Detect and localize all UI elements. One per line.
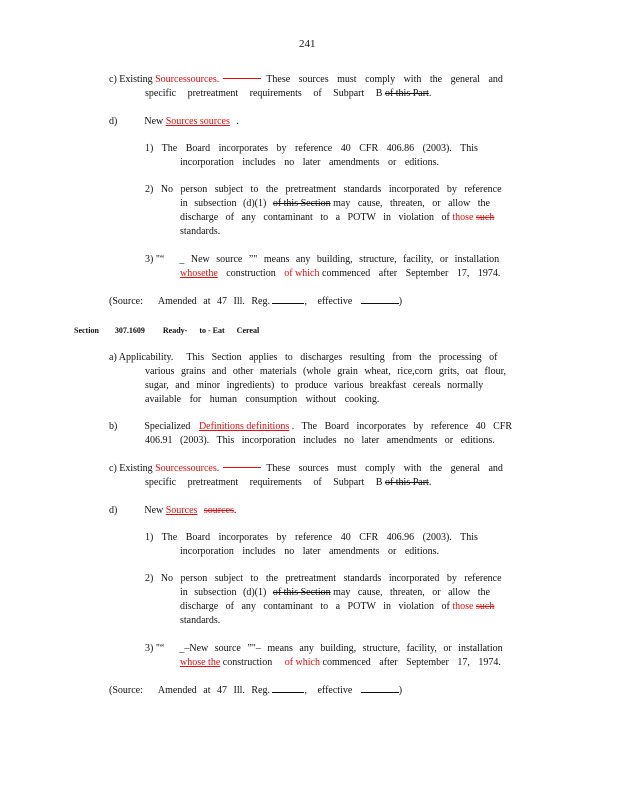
clause-c-existing-2-line2: specific pretreatment requirements of Subpart B of this Part.: [145, 477, 432, 488]
clause-d2-1: 2) No person subject to the pretreatment standards incorporated by reference: [145, 184, 502, 195]
clause-d1-1-line2: incorporation includes no later amendments or editions.: [180, 157, 439, 168]
clause-d2-1-line4: standards.: [180, 226, 221, 237]
clause-d3-2: 3) "“ _–New source ”"– means any building, structure, facility, or installation: [145, 643, 503, 654]
clause-d-new-2: d) New Sources sources.: [109, 505, 237, 516]
clause-c-existing-2: c) Existing Sourcessources. These sources must comply with the general and: [109, 463, 503, 474]
source-note-2: (Source: Amended at 47 Ill. Reg. , effective ): [109, 685, 403, 696]
clause-d2-2-line4: standards.: [180, 615, 221, 626]
clause-d-new-1: d) New Sources sources .: [109, 116, 239, 127]
clause-d1-1: 1) The Board incorporates by reference 40 CFR 406.86 (2003). This: [145, 143, 478, 154]
clause-d2-2-line3: discharge of any contaminant to a POTW in violation of those such: [180, 601, 495, 612]
clause-a-applicability: a) Applicability. This Section applies to discharges resulting from the processing of: [109, 352, 498, 363]
clause-c-existing-1-line2: specific pretreatment requirements of Subpart B of this Part.: [145, 88, 432, 99]
clause-d1-2: 1) The Board incorporates by reference 40 CFR 406.96 (2003). This: [145, 532, 478, 543]
page-number: 241: [299, 38, 316, 50]
clause-d2-1-line3: discharge of any contaminant to a POTW in violation of those such: [180, 212, 495, 223]
clause-b-definitions: b) Specialized Definitions definitions . The Board incorporates by reference 40 CFR: [109, 421, 513, 432]
clause-d2-1-line2: in subsection (d)(1) of this Section may cause, threaten, or allow the: [180, 198, 490, 209]
section-heading: Section 307.1609 Ready- to - Eat Cereal: [74, 326, 260, 335]
source-note-1: (Source: Amended at 47 Ill. Reg. , effective ): [109, 296, 403, 307]
clause-d2-2-line2: in subsection (d)(1) of this Section may cause, threaten, or allow the: [180, 587, 490, 598]
clause-d3-1-line2: whosethe construction of which commenced after September 17, 1974.: [180, 268, 501, 279]
clause-a-line3: sugar, and minor ingredients) to produce various breakfast cereals normally: [145, 380, 484, 391]
clause-d1-2-line2: incorporation includes no later amendments or editions.: [180, 546, 439, 557]
clause-a-line2: various grains and other materials (whole grain wheat, rice,corn grits, oat flour,: [145, 366, 506, 377]
clause-b-line2: 406.91 (2003). This incorporation includes no later amendments or editions.: [145, 435, 495, 446]
clause-c-existing-1: c) Existing Sourcessources. These sources must comply with the general and: [109, 74, 503, 85]
clause-d3-2-line2: whose the construction of which commenced after September 17, 1974.: [180, 657, 501, 668]
clause-d3-1: 3) "“ _ New source ”" means any building, structure, facility, or installation: [145, 254, 500, 265]
clause-d2-2: 2) No person subject to the pretreatment standards incorporated by reference: [145, 573, 502, 584]
clause-a-line4: available for human consumption without cooking.: [145, 394, 380, 405]
